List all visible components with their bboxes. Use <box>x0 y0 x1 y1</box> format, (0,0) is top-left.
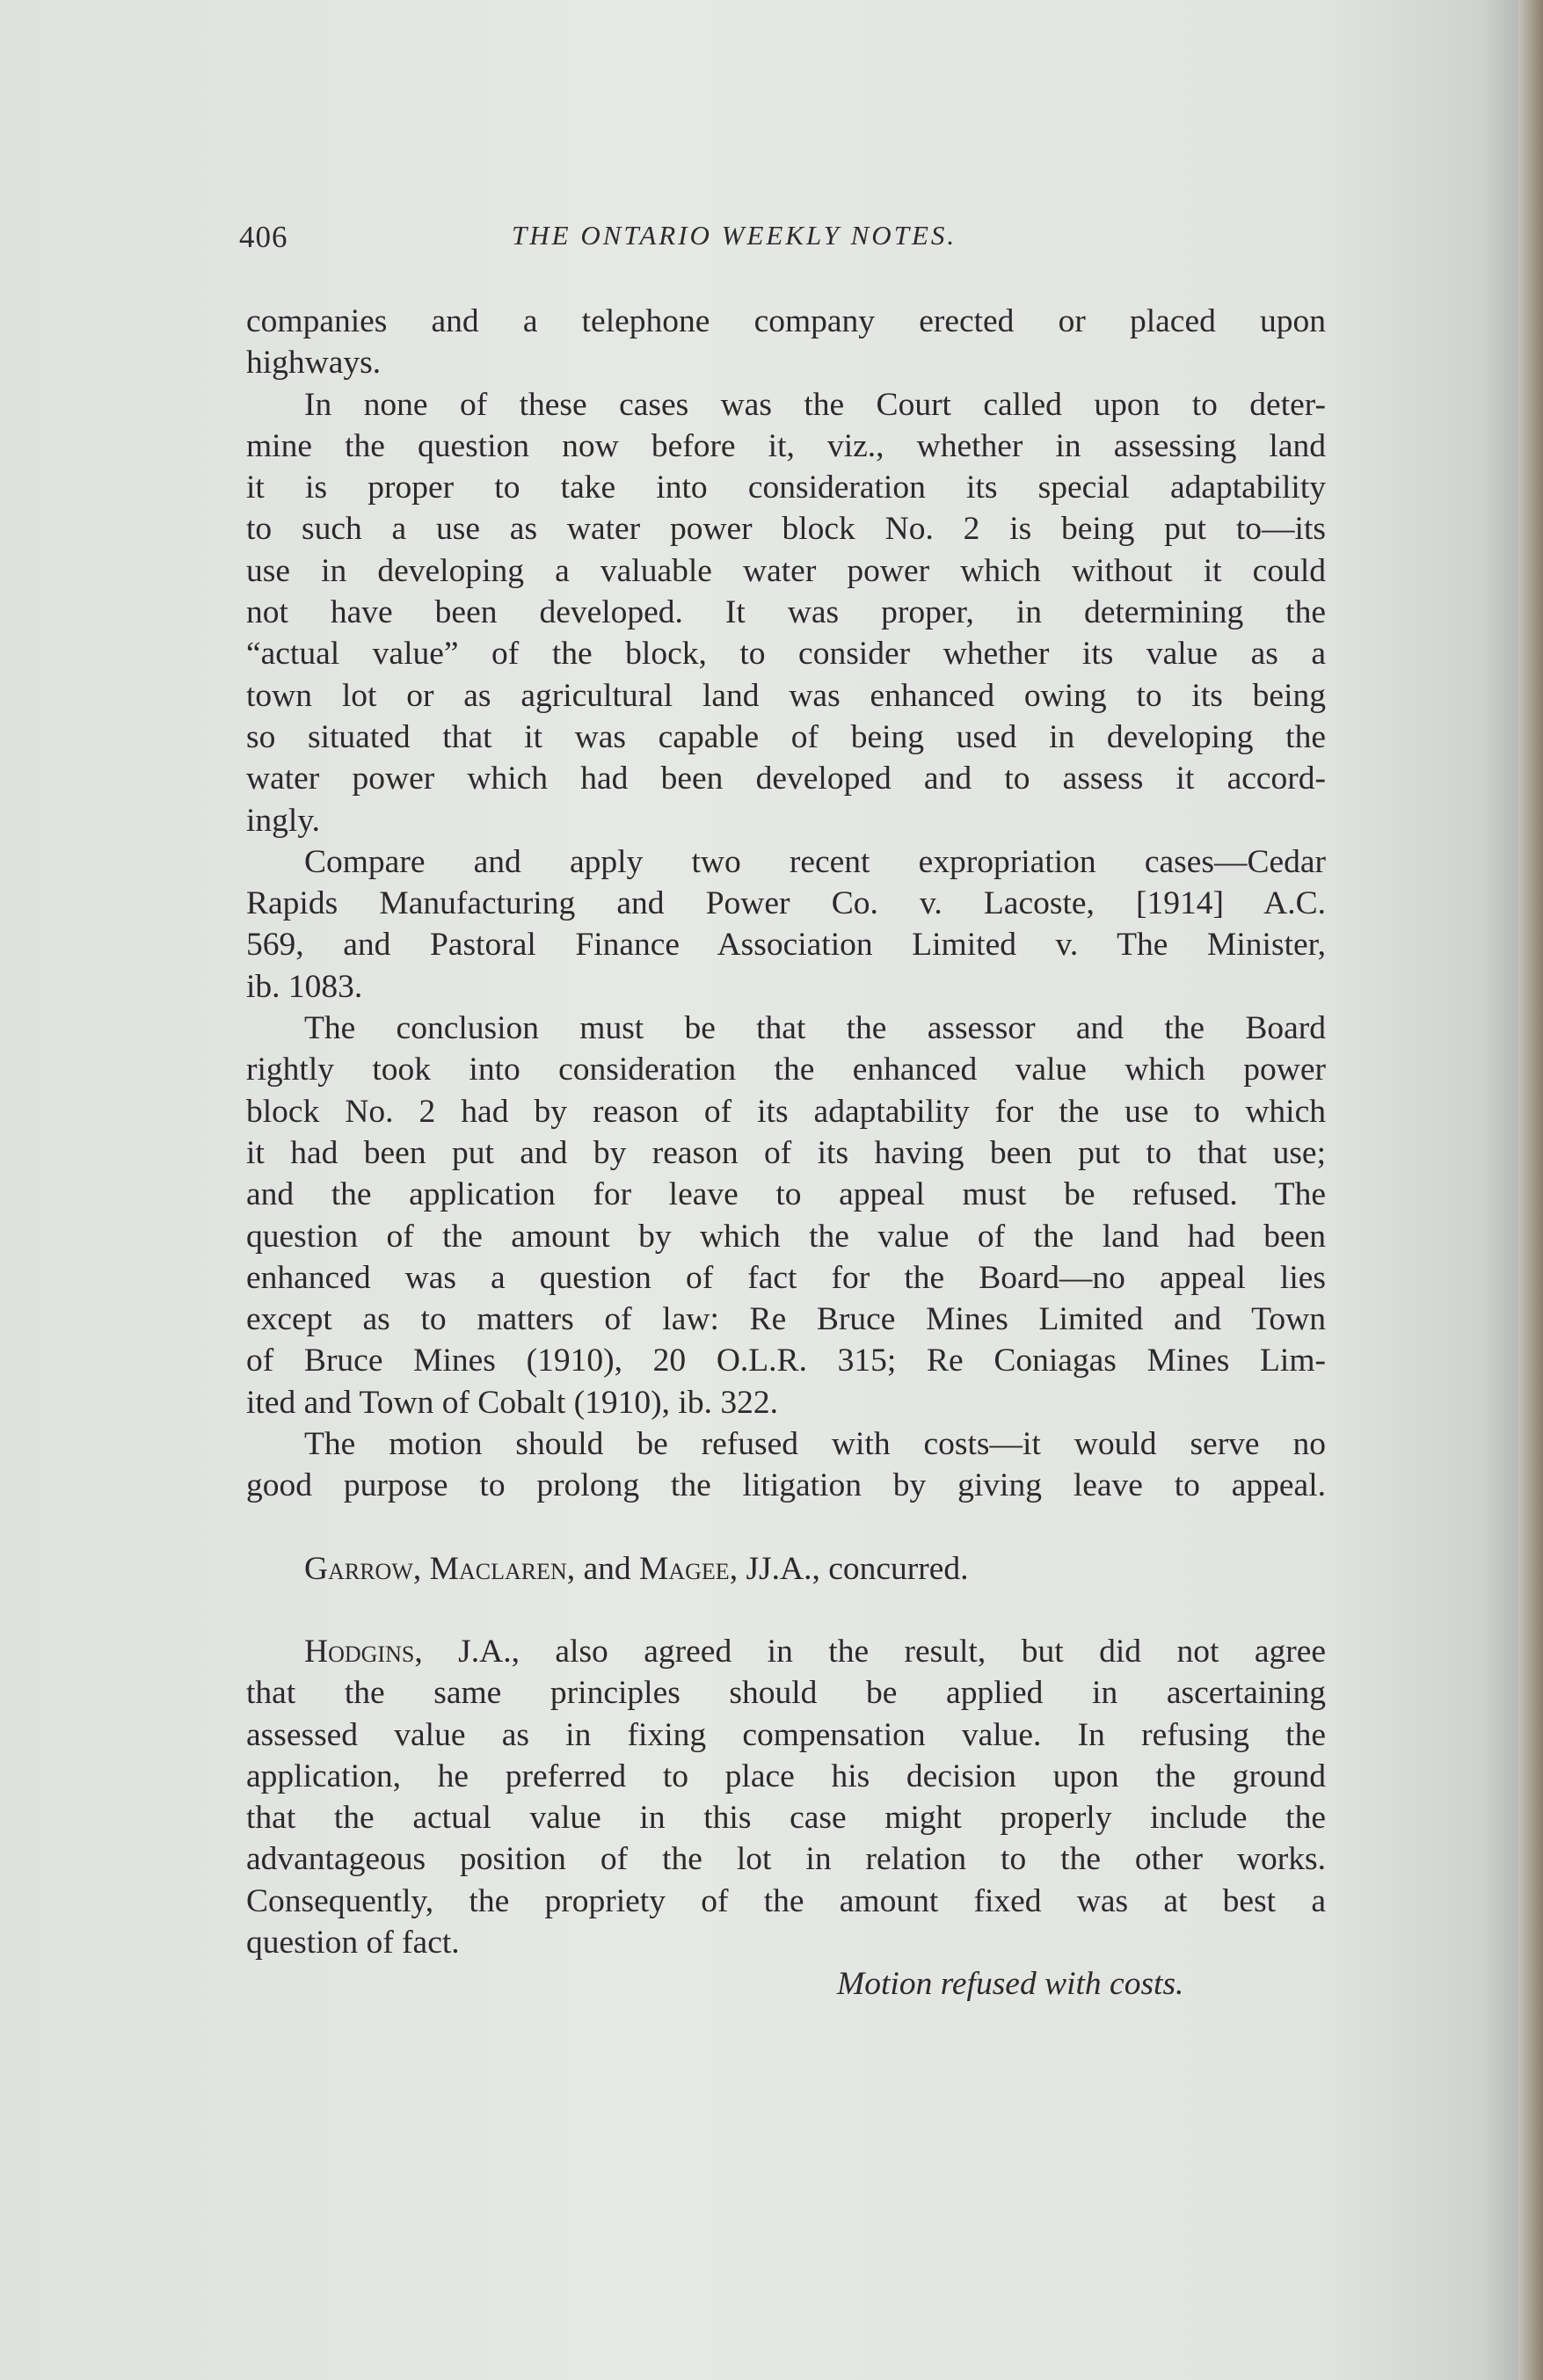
disposition: Motion refused with costs. <box>837 1966 1184 2003</box>
judge-name: Hodgins <box>304 1633 415 1670</box>
text-line: except as to matters of law: Re Bruce Mines Limited and Town <box>246 1301 1326 1338</box>
text-line: Rapids Manufacturing and Power Co. v. Lacoste, [1914] A.C. <box>246 885 1326 922</box>
journal-title: THE ONTARIO WEEKLY NOTES. <box>512 220 957 251</box>
paragraph-gap <box>246 1590 1326 1631</box>
text-line: ited and Town of Cobalt (1910), ib. 322. <box>246 1384 778 1421</box>
text-line: that the actual value in this case might properly include the <box>246 1800 1326 1837</box>
separator: , <box>412 1550 430 1587</box>
text-line: of Bruce Mines (1910), 20 O.L.R. 315; Re Coniagas Mines Lim- <box>246 1343 1326 1379</box>
text-line: use in developing a valuable water power which without it could <box>246 552 1326 589</box>
text-line: that the same principles should be applied in ascertaining <box>246 1675 1326 1712</box>
judge-name: Magee <box>639 1550 730 1587</box>
text-line: The motion should be refused with costs—it would serve no <box>304 1426 1326 1463</box>
text-line: “actual value” of the block, to consider whether its value as a <box>246 636 1326 673</box>
text-line: it had been put and by reason of its having been put to that use; <box>246 1134 1326 1171</box>
concurrence-tail: , JJ.A., concurred. <box>729 1550 969 1587</box>
text-line: application, he preferred to place his decision upon the ground <box>246 1758 1326 1794</box>
text-line: and the application for leave to appeal must be refused. The <box>246 1176 1326 1213</box>
text-line: The conclusion must be that the assessor and the Board <box>304 1010 1326 1047</box>
text-line: companies and a telephone company erected or placed upon <box>246 303 1326 339</box>
text-line: town lot or as agricultural land was enhanced owing to its being <box>246 677 1326 714</box>
page-edge <box>1518 0 1543 2380</box>
text-line: In none of these cases was the Court called upon to deter- <box>304 386 1326 423</box>
text-line: question of fact. <box>246 1924 460 1961</box>
hodgins-first-line <box>246 1631 1326 1672</box>
text-line: assessed value as in fixing compensation value. In refusing the <box>246 1716 1326 1753</box>
hodgins-first-rest: , J.A., also agreed in the result, but did not agree <box>414 1633 1326 1670</box>
text-line: good purpose to prolong the litigation by giving leave to appeal. <box>246 1467 1326 1504</box>
text-line: block No. 2 had by reason of its adaptability for the use to which <box>246 1093 1326 1130</box>
paragraph-gap <box>246 1507 1326 1548</box>
judge-name: Garrow <box>304 1550 413 1587</box>
text-line: ib. 1083. <box>246 968 363 1005</box>
text-line: advantageous position of the lot in relation to the other works. <box>246 1841 1326 1878</box>
running-head <box>239 220 1329 264</box>
text-line: rightly took into consideration the enhanced value which power <box>246 1052 1326 1088</box>
separator: , and <box>566 1550 640 1587</box>
page-number: 406 <box>239 220 288 254</box>
judge-name: Maclaren <box>429 1550 567 1587</box>
text-line: enhanced was a question of fact for the Board—no appeal lies <box>246 1259 1326 1296</box>
text-line: it is proper to take into consideration its special adaptability <box>246 469 1326 506</box>
text-line: so situated that it was capable of being used in developing the <box>246 718 1326 755</box>
text-line: ingly. <box>246 802 321 839</box>
text-line: Compare and apply two recent expropriation cases—Cedar <box>304 843 1326 880</box>
text-line: Consequently, the propriety of the amount fixed was at best a <box>246 1882 1326 1919</box>
concurrence-line <box>246 1548 1326 1590</box>
text-line: 569, and Pastoral Finance Association Limited v. The Minister, <box>246 927 1326 964</box>
text-line: highways. <box>246 345 382 382</box>
text-line: mine the question now before it, viz., whether in assessing land <box>246 427 1326 464</box>
text-line: to such a use as water power block No. 2 is being put to—its <box>246 511 1326 548</box>
text-line: water power which had been developed and to assess it accord- <box>246 761 1326 797</box>
body-text <box>246 301 1326 2005</box>
text-line: not have been developed. It was proper, in determining the <box>246 594 1326 631</box>
text-line: question of the amount by which the value of the land had been <box>246 1218 1326 1255</box>
